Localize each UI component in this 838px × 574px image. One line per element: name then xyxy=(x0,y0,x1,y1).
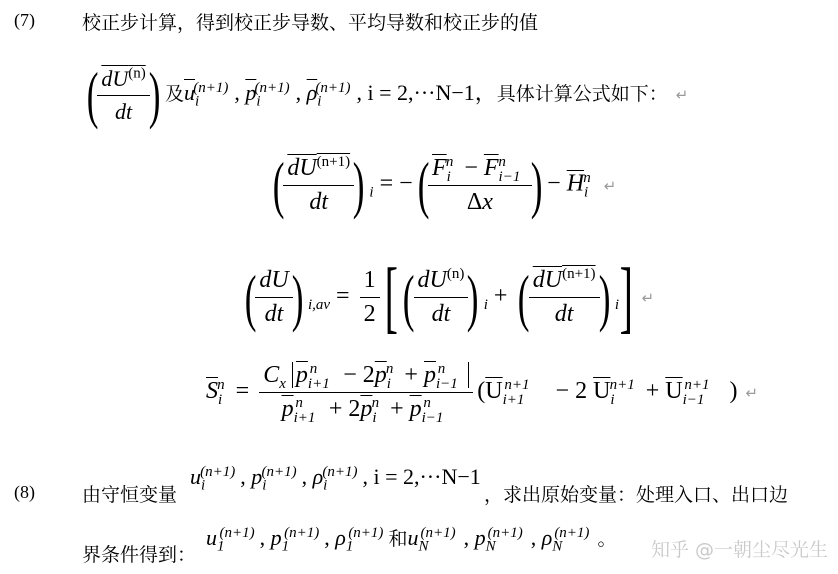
eq3-cx-sub: x xyxy=(279,375,286,392)
step-8-line1-tail: ，求出原始变量：处理入口、出口边 xyxy=(484,484,789,506)
step-8-line2-prefix: 界条件得到： xyxy=(82,544,197,566)
step-8-line2-and: 和 xyxy=(388,528,408,550)
eq2-half-den: 2 xyxy=(363,301,376,327)
step-7-number: (7) xyxy=(14,10,35,30)
eq2-sub: i,av xyxy=(307,296,331,313)
step-7-intro-formula: ( $\frac{dU^{(n)}}{dt}$ ) 及$\overline{u}_i^{(n+1)}$ , $\overline{p}_i^{(n+1)}$ , $\overline{\rho}_i^{(n+1)}$ , i = 2,···N−1，具体计算公式如下： ↵ xyxy=(86,59,689,130)
equation-artificial-viscosity: $\overline{S}_i^n$ = $\frac{C_x \overline{p}_{i+1}^n - 2\overline{p}_i^n + \overline{p}_{i-1}^n}{\overline{p}_{i+1}^n + 2\overline{p}_i^n + \overline{p}_{i-1}^n}$ ($\overline{U}_{i+1}^{n+1} - 2$ $\overline{U}_i^{n+1} + \overline{U}_{i-1}^{n+1}$ ) ↵ xyxy=(206,361,759,426)
return-mark-1: ↵ xyxy=(675,86,689,105)
eq3-cx: C xyxy=(263,362,280,388)
step-8-line2-formula: $u_1^{(n+1)}$ , $p_1^{(n+1)}$ , $\rho_1^{(n+1)}$ 和$u_N^{(n+1)}$ , $p_N^{(n+1)}$ , $\rho_N^{(n+1)}$ 。 xyxy=(206,524,617,555)
equation-corrector-derivative: ( $\frac{dU^{(n+1)}}{dt}$ ) $_i$ = −( $\frac{\overline{F}_i^n - \overline{F}_{i-1}^n}{\Delta x}$ ) − $\overline{H}_i^n$ ↵ xyxy=(272,149,617,220)
equation-average-derivative: ( $\frac{dU}{dt}$ ) $_{i,av}$ = $\frac{1}{2}$ [( $\frac{dU^{(n)}}{dt}$ ) $_i$ + ( $\frac{dU^{(n+1)}}{dt}$ ) $_i$] ↵ xyxy=(244,253,655,341)
intro-and: 及 xyxy=(165,83,185,106)
step-8-line1-range: , i = 2,···N−1 xyxy=(362,464,481,489)
step-8-line1-formula: $u_i^{(n+1)}$ , $p_i^{(n+1)}$ , $\rho_i^{(n+1)}$ , i = 2,···N−1 xyxy=(190,463,481,494)
step-8-number: (8) xyxy=(14,482,35,502)
intro-tail: 具体计算公式如下： xyxy=(496,83,668,106)
return-mark-3: ↵ xyxy=(641,289,655,308)
return-mark-4: ↵ xyxy=(745,384,759,403)
step-7-title: 校正步计算，得到校正步导数、平均导数和校正步的值 xyxy=(82,12,539,34)
intro-range: , i = 2,···N−1， xyxy=(356,80,497,106)
step-8-line2-end: 。 xyxy=(597,528,617,550)
return-mark-2: ↵ xyxy=(603,176,617,195)
eq2-half-num: 1 xyxy=(360,267,380,298)
step-8-line1-prefix: 由守恒变量 xyxy=(82,484,178,506)
watermark: 知乎 @一朝尘尽光生 xyxy=(650,539,828,561)
eq1-sub: i xyxy=(369,184,374,201)
